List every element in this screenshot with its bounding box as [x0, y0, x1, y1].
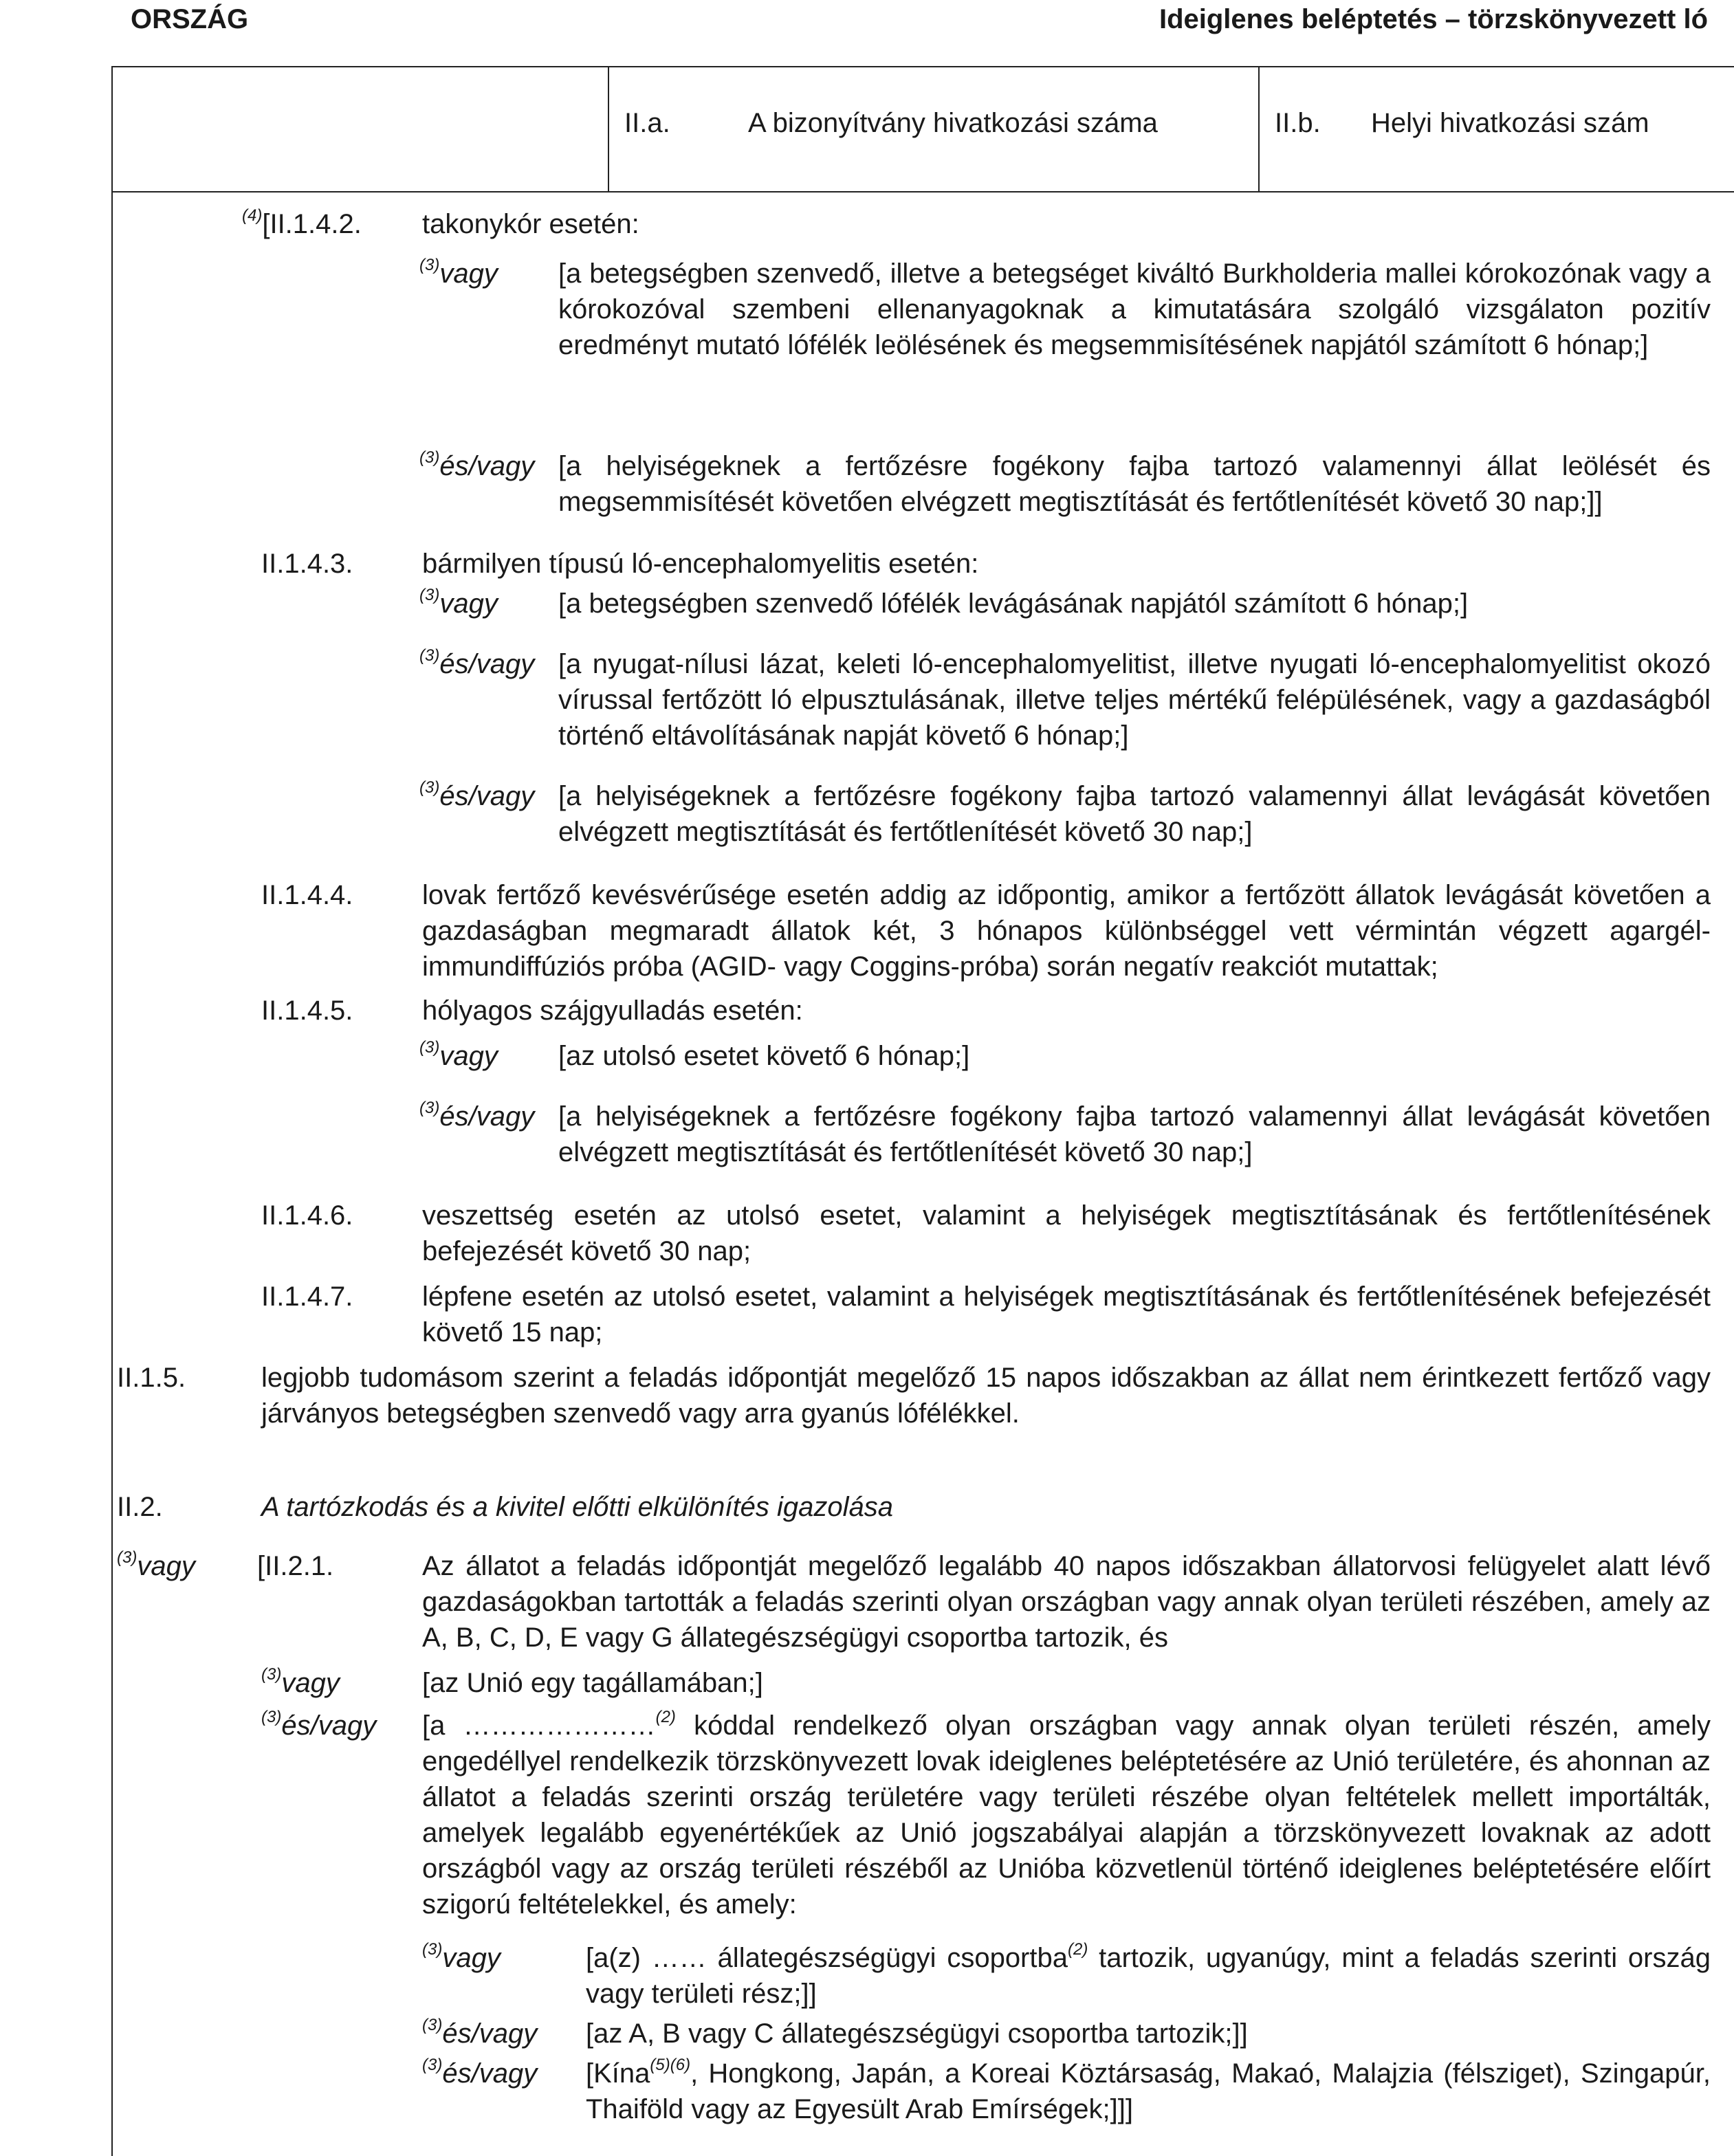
sub-option-text: [a(z) …… állategészségügyi csoportba$^{(2)}$ tartozik, ugyanúgy, mint a feladás szerinti ország vagy területi rész;]]: [586, 1940, 1711, 2009]
option-text: [a helyiségeknek a fertőzésre fogékony fajba tartozó valamennyi állat levágását követően elvégzett megtisztítását és fertőtlenítését követő 30 nap;]: [558, 1101, 1711, 1167]
reference-row: [111, 66, 1734, 192]
section-number: [II.2.1.: [257, 1551, 334, 1581]
section-number: II.2.: [117, 1492, 163, 1522]
option-marker: $^{(3)}$vagy: [419, 1038, 498, 1071]
option-marker: $^{(3)}$vagy: [117, 1548, 195, 1581]
option-text: [a helyiségeknek a fertőzésre fogékony fajba tartozó valamennyi állat leölését és megsemmisítését követően elvégzett megtisztítását és fertőtlenítését követő 30 nap;]]: [558, 451, 1711, 517]
option-marker: $^{(3)}$és/vagy: [419, 1099, 535, 1132]
section-number: II.1.4.7.: [261, 1282, 353, 1312]
ref-a-number: II.a.: [624, 108, 670, 138]
footnote-mark: (2): [1067, 1940, 1088, 1959]
option-marker: $^{(3)}$vagy: [419, 256, 498, 289]
option-text: [az utolsó esetet követő 6 hónap;]: [558, 1041, 970, 1071]
country-label: ORSZÁG: [131, 4, 249, 34]
option-marker: $^{(3)}$és/vagy: [419, 646, 535, 679]
sub-option-text: [Kína$^{(5)(6)}$, Hongkong, Japán, a Koreai Köztársaság, Makaó, Malajzia (félsziget), Szingapúr, Thaiföld vagy az Egyesült Arab Emírségek;]]]: [586, 2056, 1711, 2124]
sub-option-marker: $^{(3)}$és/vagy: [422, 2056, 538, 2089]
footnote-mark: (5)(6): [650, 2056, 691, 2074]
option-marker: $^{(3)}$és/vagy: [419, 778, 535, 811]
sub-option-marker: $^{(3)}$és/vagy: [422, 2016, 538, 2049]
section-heading: A tartózkodás és a kivitel előtti elkülönítés igazolása: [261, 1492, 894, 1522]
section-number: $^{(4)}$[II.1.4.2.: [242, 206, 362, 239]
section-number: II.1.4.4.: [261, 880, 353, 910]
sub-option-text: [az A, B vagy C állategészségügyi csoportba tartozik;]]: [586, 2018, 1248, 2049]
option-text: [a nyugat-nílusi lázat, keleti ló-encephalomyelitist, illetve nyugati ló-encephalomyelitist okozó vírussal fertőzött ló elpusztulásának, illetve teljes mértékű felépülésének, vagy a gazdaságból történő eltávolításának napját követő 6 hónap;]: [558, 649, 1711, 751]
ref-a-label: A bizonyítvány hivatkozási száma: [748, 108, 1158, 138]
page-header: [0, 0, 1734, 44]
option-marker: $^{(3)}$vagy: [261, 1665, 340, 1698]
option-marker: $^{(3)}$vagy: [419, 586, 498, 619]
ref-b-number: II.b.: [1275, 108, 1321, 138]
footnote-mark: (4): [242, 206, 263, 225]
section-number: II.1.5.: [117, 1363, 186, 1393]
option-text: [a betegségben szenvedő lófélék levágásának napjától számított 6 hónap;]: [558, 588, 1469, 619]
section-number: II.1.4.3.: [261, 549, 353, 579]
section-text: veszettség esetén az utolsó esetet, valamint a helyiségek megtisztításának és fertőtlenítésének befejezését követő 30 nap;: [422, 1200, 1711, 1266]
page-title: Ideiglenes beléptetés – törzskönyvezett ló: [1159, 4, 1708, 34]
section-text: lovak fertőző kevésvérűsége esetén addig az időpontig, amikor a fertőzött állatok levágását követően a gazdaságban megmaradt állatok két, 3 hónapos különbséggel vett vérmintán végzett agargél-immundiffúziós próba (AGID- vagy Coggins-próba) során negatív reakciót mutattak;: [422, 880, 1711, 982]
footnote-mark: (2): [655, 1708, 676, 1726]
option-text: [az Unió egy tagállamában;]: [422, 1668, 763, 1698]
section-text: legjobb tudomásom szerint a feladás időpontját megelőző 15 napos időszakban az állat nem érintkezett fertőző vagy járványos betegségben szenvedő vagy arra gyanús lófélékkel.: [261, 1363, 1711, 1429]
section-title: hólyagos szájgyulladás esetén:: [422, 996, 803, 1026]
local-reference-cell: [1258, 66, 1734, 191]
option-text: [a helyiségeknek a fertőzésre fogékony fajba tartozó valamennyi állat levágását követően elvégzett megtisztítását és fertőtlenítését követő 30 nap;]: [558, 781, 1711, 847]
option-marker: $^{(3)}$és/vagy: [261, 1708, 377, 1741]
section-number: II.1.4.6.: [261, 1200, 353, 1231]
option-marker: $^{(3)}$és/vagy: [419, 448, 535, 481]
section-text: lépfene esetén az utolsó esetet, valamint a helyiségek megtisztításának és fertőtlenítésének befejezését követő 15 nap;: [422, 1282, 1711, 1348]
section-title: bármilyen típusú ló-encephalomyelitis esetén:: [422, 549, 979, 579]
option-text: [a betegségben szenvedő, illetve a betegséget kiváltó Burkholderia mallei kórokozónak vagy a kórokozóval szembeni ellenanyagoknak a kimutatására szolgáló vizsgálaton pozitív eredményt mutató lófélék leölésének és megsemmisítésének napjától számított 6 hónap;]: [558, 258, 1711, 360]
option-text: [a …………………$^{(2)}$ kóddal rendelkező olyan országban vagy annak olyan területi részén, amely engedéllyel rendelkezik törzskönyvezett lovak ideiglenes beléptetésére az Unió területére, és ahonnan az állatot a feladás szerinti ország területére vagy területi részébe olyan feltételek mellett importálták, amelyek legalább egyenértékűek az Unió jogszabályai alapján a törzskönyvezett lovaknak az adott országból vagy az ország területi részéből az Unióba közvetlenül történő ideiglenes beléptetésére előírt szigorú feltételekkel, és amely:: [422, 1708, 1711, 1920]
section-number: II.1.4.5.: [261, 996, 353, 1026]
section-text: Az állatot a feladás időpontját megelőző legalább 40 napos időszakban állatorvosi felügyelet alatt lévő gazdaságokban tartották a feladás szerinti olyan országban vagy annak olyan területi részében, amely az A, B, C, D, E vagy G állategészségügyi csoportba tartozik, és: [422, 1551, 1711, 1653]
ref-b-label: Helyi hivatkozási szám: [1371, 108, 1649, 138]
certificate-reference-cell: [608, 66, 1260, 191]
section-title: takonykór esetén:: [422, 209, 639, 239]
sub-option-marker: $^{(3)}$vagy: [422, 1940, 501, 1973]
